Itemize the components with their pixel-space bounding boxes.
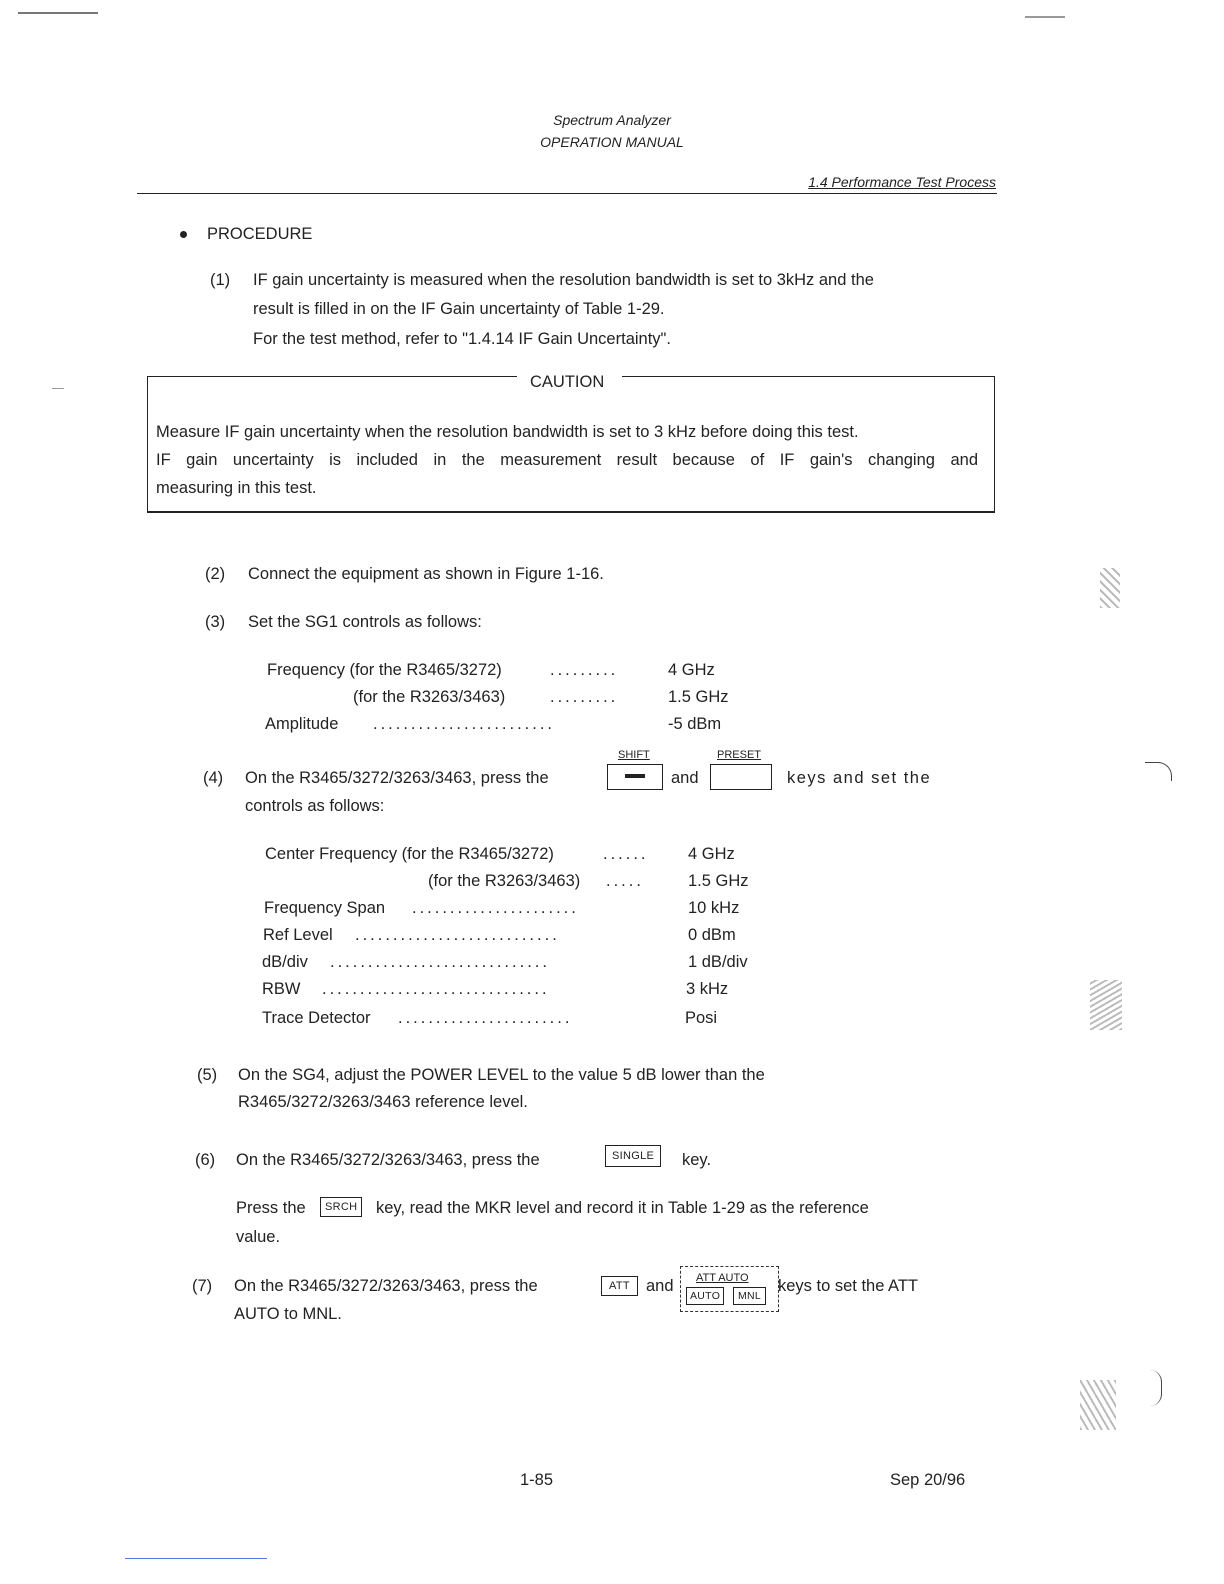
mnl-key[interactable]: MNL — [733, 1287, 766, 1305]
preset-key[interactable] — [710, 764, 772, 790]
sg1-row-value: 4 GHz — [668, 661, 715, 679]
att-key[interactable]: ATT — [601, 1276, 638, 1296]
sg1-row-value: -5 dBm — [668, 715, 722, 733]
srch-key[interactable]: SRCH — [320, 1197, 362, 1217]
step6-line2: key, read the MKR level and record it in Table 1-29 as the reference — [376, 1199, 869, 1217]
scan-artifact — [1090, 980, 1122, 1030]
step6-press: Press the — [236, 1199, 306, 1217]
step1-line3: For the test method, refer to "1.4.14 IF Gain Uncertainty". — [253, 330, 671, 348]
single-key-wrap — [605, 1145, 661, 1167]
att-key-wrap — [601, 1276, 638, 1296]
ctrl-row-value: 4 GHz — [688, 845, 735, 863]
auto-key-wrap — [686, 1287, 724, 1305]
minus-icon — [625, 774, 645, 778]
caution-line3: measuring in this test. — [156, 479, 317, 497]
step4-number: (4) — [203, 769, 224, 787]
ctrl-row-dots: ....................... — [398, 1009, 573, 1027]
ctrl-row-value: 0 dBm — [688, 926, 736, 944]
shift-key-label: SHIFT — [618, 749, 650, 761]
doc-subtitle: OPERATION MANUAL — [540, 134, 684, 150]
step5-line2: R3465/3272/3263/3463 reference level. — [238, 1093, 528, 1111]
auto-key[interactable]: AUTO — [686, 1287, 724, 1305]
srch-key-wrap — [320, 1197, 362, 1217]
step2-number: (2) — [205, 565, 226, 583]
step6-line3: value. — [236, 1228, 281, 1246]
ctrl-row-label: (for the R3263/3463) — [428, 872, 581, 890]
step7-text: On the R3465/3272/3263/3463, press the — [234, 1277, 538, 1295]
ctrl-row-value: Posi — [685, 1009, 718, 1027]
step1-line1: IF gain uncertainty is measured when the resolution bandwidth is set to 3kHz and the — [253, 271, 874, 289]
sg1-row-label: Frequency (for the R3465/3272) — [267, 661, 502, 679]
sg1-row-dots: ......... — [550, 661, 619, 679]
ctrl-row-dots: ...... — [603, 845, 649, 863]
step1-number: (1) — [210, 271, 231, 289]
step3-text: Set the SG1 controls as follows: — [248, 613, 482, 631]
step4-line2: controls as follows: — [245, 797, 385, 815]
ctrl-row-label: Ref Level — [263, 926, 333, 944]
sg1-row-label: Amplitude — [265, 715, 339, 733]
caution-rule-left — [147, 376, 517, 377]
step4-text-b: keys and set the — [787, 769, 932, 787]
ctrl-row-label: dB/div — [262, 953, 308, 971]
ctrl-row-dots: ..... — [606, 872, 644, 890]
page-number: 1-85 — [520, 1471, 554, 1489]
step3-number: (3) — [205, 613, 226, 631]
bullet-icon — [180, 231, 187, 238]
ctrl-row-value: 10 kHz — [688, 899, 740, 917]
footer-link-rule — [125, 1558, 267, 1559]
scan-artifact — [1025, 16, 1065, 18]
ctrl-row-label: Center Frequency (for the R3465/3272) — [265, 845, 554, 863]
ctrl-row-value: 1 dB/div — [688, 953, 748, 971]
ctrl-row-dots: ............................. — [330, 953, 550, 971]
scan-artifact — [1145, 762, 1172, 781]
header-rule — [137, 193, 997, 194]
step1-line2: result is filled in on the IF Gain uncertainty of Table 1-29. — [253, 300, 665, 318]
ctrl-row-label: Frequency Span — [264, 899, 386, 917]
step7-number: (7) — [192, 1277, 213, 1295]
step6-number: (6) — [195, 1151, 216, 1169]
scan-artifact — [1145, 1370, 1162, 1406]
ctrl-row-value: 3 kHz — [686, 980, 729, 998]
step2-text: Connect the equipment as shown in Figure 1-16. — [248, 565, 604, 583]
sg1-row-dots: ......... — [550, 688, 619, 706]
page-date: Sep 20/96 — [890, 1471, 966, 1489]
ctrl-row-label: RBW — [262, 980, 301, 998]
sg1-row-label: (for the R3263/3463) — [353, 688, 506, 706]
att-auto-label: ATT AUTO — [696, 1272, 749, 1284]
step4-text: On the R3465/3272/3263/3463, press the — [245, 769, 549, 787]
single-key[interactable]: SINGLE — [605, 1145, 661, 1167]
doc-title: Spectrum Analyzer — [553, 112, 671, 128]
scan-artifact — [52, 388, 64, 389]
shift-key[interactable] — [607, 764, 663, 790]
ctrl-row-dots: .............................. — [322, 980, 550, 998]
ctrl-row-value: 1.5 GHz — [688, 872, 749, 890]
step7-line2: AUTO to MNL. — [234, 1305, 342, 1323]
step7-text-b: keys to set the ATT — [778, 1277, 919, 1295]
step5-line1: On the SG4, adjust the POWER LEVEL to the value 5 dB lower than the — [238, 1066, 765, 1084]
step7-and: and — [646, 1277, 674, 1295]
ctrl-row-label: Trace Detector — [262, 1009, 371, 1027]
scan-artifact — [1080, 1380, 1116, 1430]
step4-and: and — [671, 769, 699, 787]
sg1-row-value: 1.5 GHz — [668, 688, 729, 706]
sg1-row-dots: ........................ — [373, 715, 556, 733]
ctrl-row-dots: ...................... — [412, 899, 579, 917]
scan-artifact — [1100, 568, 1120, 608]
section-header: 1.4 Performance Test Process — [808, 174, 996, 190]
mnl-key-wrap — [733, 1287, 766, 1305]
procedure-title: PROCEDURE — [207, 225, 313, 243]
step6-key-word: key. — [682, 1151, 712, 1169]
caution-rule-right — [622, 376, 994, 377]
caution-title: CAUTION — [530, 373, 605, 391]
procedure-heading — [180, 220, 312, 248]
caution-line2: IF gain uncertainty is included in the measurement result because of IF gain's changing and — [156, 451, 978, 469]
caution-line1: Measure IF gain uncertainty when the resolution bandwidth is set to 3 kHz before doing this test. — [156, 423, 859, 441]
preset-key-label: PRESET — [717, 749, 762, 761]
step5-number: (5) — [197, 1066, 218, 1084]
step6-text: On the R3465/3272/3263/3463, press the — [236, 1151, 540, 1169]
ctrl-row-dots: ........................... — [355, 926, 560, 944]
scan-artifact — [18, 12, 98, 14]
